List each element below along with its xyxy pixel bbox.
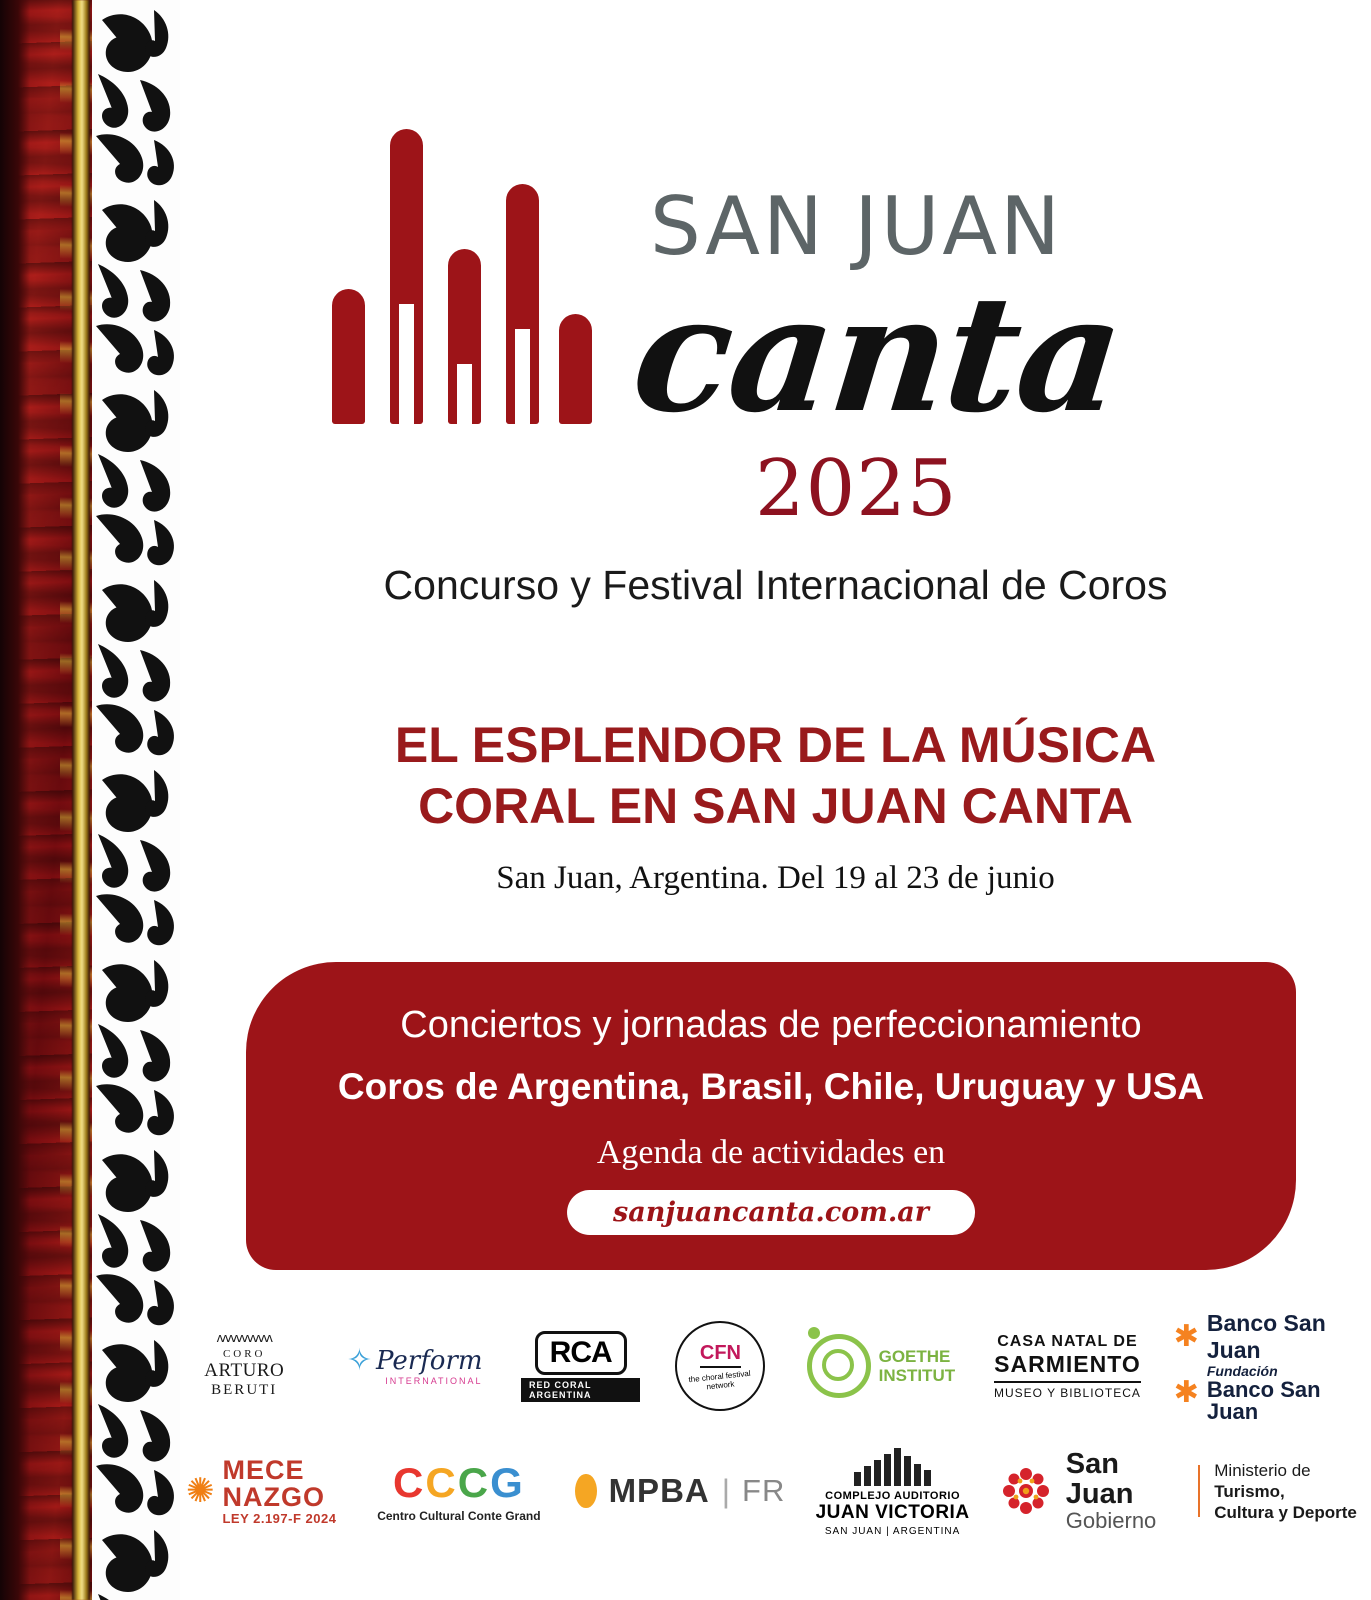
choir-figures-icon: ʌʌʌʌʌʌʌʌʌʌ (216, 1330, 272, 1345)
border-paisley-pattern (92, 0, 180, 1600)
cccg-letter-3: C (457, 1459, 491, 1506)
logo-wordmark-san-juan: SAN JUAN (650, 180, 1063, 273)
logo-year: 2025 (755, 444, 958, 534)
festival-logo (180, 92, 1371, 608)
gobierno-text (1066, 1449, 1184, 1533)
sponsor-perform-international (334, 1346, 495, 1386)
sponsor-mpba-fr (575, 1472, 785, 1510)
vertical-divider (1198, 1465, 1201, 1517)
cfn-sub: the choral festival network (688, 1368, 752, 1392)
cccg-letters (393, 1459, 525, 1507)
panel-line-3: Agenda de actividades en (596, 1134, 946, 1171)
decorative-left-border (0, 0, 180, 1600)
border-yellow-line (72, 0, 90, 1600)
star-icon-2: ✱ (1173, 1376, 1199, 1409)
ministry-bold-2: Cultura y Deporte (1214, 1502, 1357, 1522)
logo-wordmark-canta: canta (625, 260, 1130, 448)
mpba-suffix: FR (742, 1473, 786, 1508)
rca-sub: RED CORAL ARGENTINA (521, 1378, 640, 1402)
sponsor-logos (180, 1309, 1371, 1550)
sponsor-centro-cultural-conte-grand (368, 1459, 549, 1523)
sponsor-coro-arturo-beruti (180, 1330, 308, 1399)
perform-name: Perform (376, 1346, 483, 1376)
cfn-circle-mark (675, 1321, 765, 1411)
mecenazgo-line-3: LEY 2.197-F 2024 (222, 1510, 337, 1526)
rca-acronym: RCA (535, 1331, 627, 1375)
cfn-acronym: CFN (700, 1342, 741, 1368)
cccg-letter-4: G (490, 1459, 525, 1506)
ministry-bold-1: Turismo, (1214, 1481, 1285, 1501)
sponsor-goethe-institut (801, 1334, 962, 1398)
sponsor-row-1 (180, 1309, 1371, 1424)
sponsor-gobierno-san-juan (1000, 1449, 1371, 1533)
cccg-letter-2: C (425, 1459, 458, 1506)
mpba-name: MPBA (608, 1472, 710, 1509)
headline-line-2: CORAL EN SAN JUAN CANTA (418, 778, 1133, 834)
headline (180, 715, 1371, 837)
sponsor-banco-san-juan (1174, 1310, 1371, 1423)
sarmiento-line-2: SARMIENTO (994, 1350, 1141, 1377)
goethe-line-1: GOETHE (878, 1347, 951, 1366)
cccg-sub: Centro Cultural Conte Grand (377, 1509, 541, 1523)
website-link[interactable]: sanjuancanta.com.ar (567, 1190, 975, 1235)
gobierno-line-1: San Juan (1065, 1448, 1134, 1510)
jv-line-1: COMPLEJO AUDITORIO (825, 1489, 961, 1502)
mpba-divider: | (721, 1472, 731, 1509)
mecenazgo-line-1: MECE (222, 1454, 305, 1485)
headline-line-1: EL ESPLENDOR DE LA MÚSICA (394, 717, 1157, 773)
highlight-panel (246, 962, 1296, 1270)
sponsor-casa-natal-sarmiento (987, 1333, 1148, 1400)
banco-row-1 (1174, 1310, 1371, 1364)
goethe-line-2: INSTITUT (878, 1366, 956, 1385)
panel-line-1: Conciertos y jornadas de perfeccionamiento (400, 1004, 1142, 1046)
beruti-line-3: BERUTI (211, 1382, 278, 1398)
place-and-date: San Juan, Argentina. Del 19 al 23 de junio (496, 860, 1055, 896)
jv-line-2: JUAN VICTORIA (815, 1501, 970, 1523)
equalizer-bars-icon (332, 114, 592, 424)
sponsor-mecenazgo (180, 1454, 342, 1526)
banco-row-2 (1174, 1364, 1371, 1423)
panel-line-2: Coros de Argentina, Brasil, Chile, Uruguay y USA (337, 1066, 1205, 1107)
beruti-line-2: ARTURO (204, 1360, 285, 1381)
ministry-text (1214, 1460, 1371, 1523)
auditorium-icon (854, 1446, 931, 1486)
perform-sub: INTERNATIONAL (385, 1376, 483, 1386)
banco-line-1: Banco San Juan (1206, 1309, 1326, 1363)
banco-line-3: Banco San Juan (1206, 1376, 1321, 1424)
perform-figure-icon: ✧ (346, 1344, 373, 1377)
beruti-line-1: CORO (222, 1348, 266, 1360)
star-icon: ✱ (1173, 1319, 1199, 1353)
border-dark-edge (0, 0, 30, 1600)
mpba-dot-icon (575, 1474, 596, 1508)
poster-content (180, 0, 1371, 1600)
banco-line-2: Fundación (1206, 1362, 1278, 1379)
festival-subtitle: Concurso y Festival Internacional de Coros (383, 562, 1168, 608)
gobierno-line-2: Gobierno (1065, 1508, 1157, 1533)
goethe-text (879, 1347, 956, 1385)
mecenazgo-line-2: NAZGO (222, 1481, 325, 1512)
flower-icon: ✺ (185, 1472, 215, 1510)
ministry-prefix: Ministerio de (1214, 1460, 1311, 1480)
sponsor-row-2 (180, 1432, 1371, 1550)
cccg-letter-1: C (393, 1459, 426, 1506)
sponsor-auditorio-juan-victoria (811, 1446, 973, 1537)
goethe-circles-icon (807, 1334, 871, 1398)
sponsor-red-coral-argentina (521, 1331, 640, 1402)
jv-line-3: SAN JUAN | ARGENTINA (824, 1525, 961, 1537)
sarmiento-line-3: MUSEO Y BIBLIOTECA (994, 1381, 1141, 1400)
san-juan-rosette-icon (1000, 1465, 1052, 1517)
sponsor-cfn (666, 1321, 774, 1411)
sarmiento-line-1: CASA NATAL DE (997, 1332, 1138, 1350)
mecenazgo-text (222, 1454, 337, 1526)
